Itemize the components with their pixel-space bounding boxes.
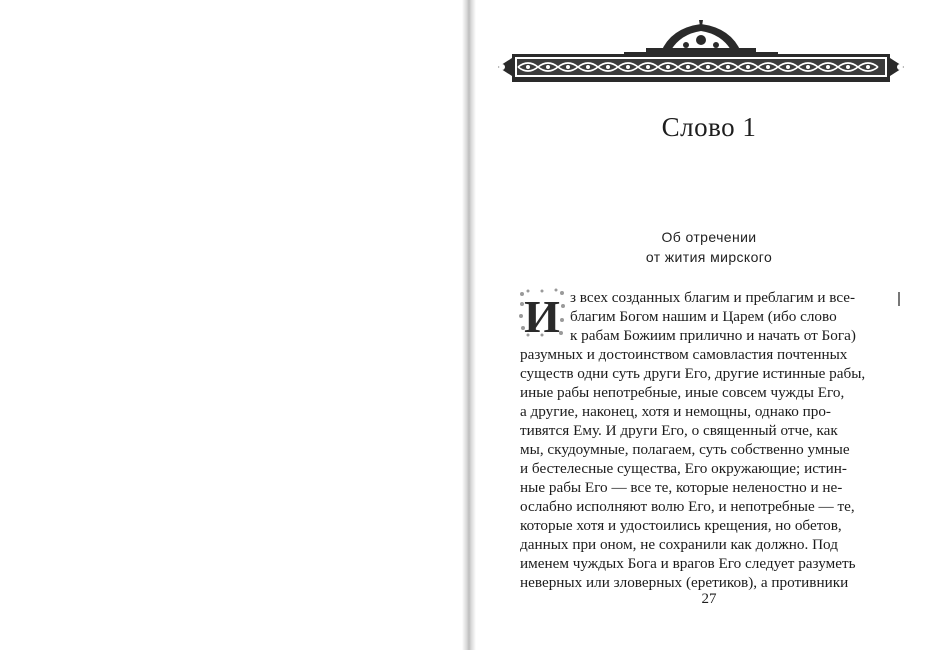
body-text-line: данных при оном, не сохранили как должно. Под (520, 536, 838, 553)
margin-mark (898, 292, 900, 306)
body-text-line: ослабно исполняют волю Его, и непотребные — те, (520, 498, 855, 515)
chapter-title: Слово 1 (661, 112, 757, 142)
body-text-line: з всех созданных благим и преблагим и все- (570, 289, 856, 306)
body-text-line: благим Богом нашим и Царем (ибо слово (570, 308, 837, 325)
book-gutter (462, 0, 476, 650)
body-text-line: ные рабы Его — все те, которые неленостно и не- (520, 479, 843, 496)
svg-text:И: И (524, 291, 560, 338)
body-text-line: которые хотя и удостоились крещения, но обетов, (520, 517, 842, 534)
body-text-line: к рабам Божиим прилично и начать от Бога) (570, 327, 856, 344)
body-text-line: иные рабы непотребные, иные совсем чужды Его, (520, 384, 845, 401)
body-text-line: тивятся Ему. И други Его, о священный отче, как (520, 422, 838, 439)
body-text-line: и бестелесные существа, Его окружающие; истин- (520, 460, 847, 477)
body-text-line: существ одни суть други Его, другие истинные рабы, (520, 365, 866, 382)
chapter-subtitle-line-1: Об отречении (661, 229, 757, 245)
left-page-blank (0, 0, 466, 650)
body-text-line: именем чуждых Бога и врагов Его следует разуметь (520, 555, 856, 572)
body-text-line: а другие, наконец, хотя и немощны, однако про- (520, 403, 831, 420)
chapter-subtitle-line-2: от жития мирского (645, 249, 773, 265)
body-text-line: разумных и достоинством самовластия почтенных (520, 346, 848, 363)
body-text-line: мы, скудоумные, полагаем, суть собственно умные (520, 441, 850, 458)
page-number: 27 (701, 591, 717, 607)
drop-cap-ornamented-letter (518, 288, 566, 338)
body-text-line: неверных или зловерных (еретиков), а противники (520, 574, 849, 591)
decorative-headpiece-ornament (496, 18, 906, 86)
